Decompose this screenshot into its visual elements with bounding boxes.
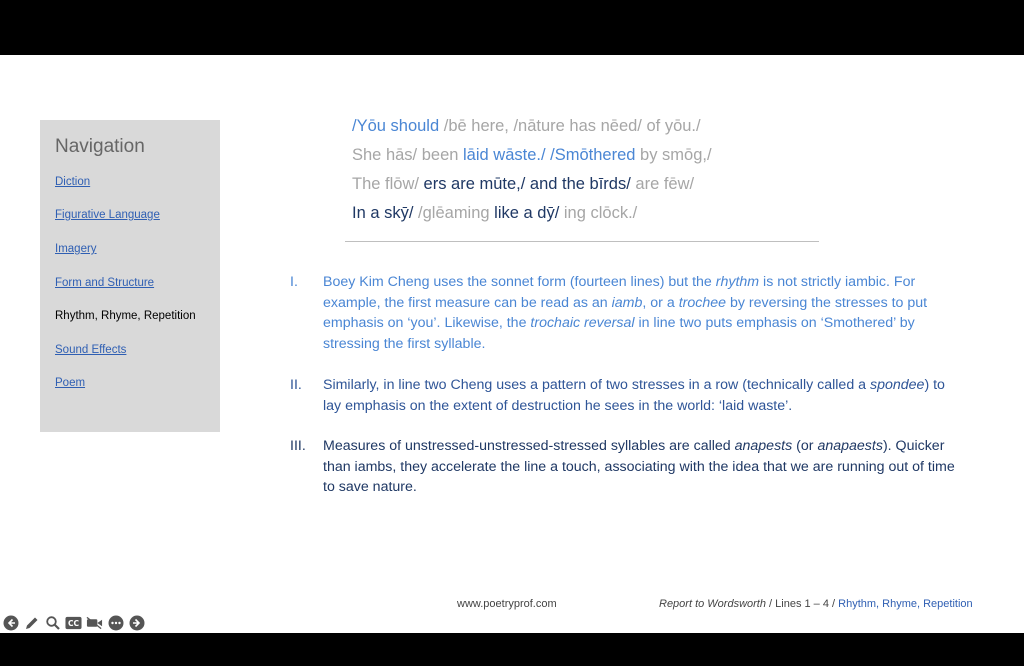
point-1-numeral: I. (290, 274, 298, 290)
slide (0, 55, 1024, 633)
closed-captions-icon[interactable] (65, 615, 82, 632)
term-trochee: trochee (678, 294, 727, 311)
point-2-text (323, 375, 963, 416)
point-1-text-part: by reversing the stresses to put emphasis on ‘you’. Likewise, the (323, 294, 928, 332)
footer-breadcrumb (659, 598, 973, 610)
footer-current-section: Rhythm, Rhyme, Repetition (838, 598, 973, 610)
zoom-icon[interactable] (44, 615, 61, 632)
term-anapests: anapests (734, 438, 793, 454)
poem-line-1-stressed: /Yōu should (352, 117, 440, 135)
navigation-title: Navigation (55, 136, 145, 157)
poem-line-1 (352, 117, 701, 136)
term-trochaic-reversal: trochaic reversal (530, 315, 635, 332)
presentation-toolbar (2, 613, 145, 633)
footer-site: www.poetryprof.com (457, 598, 557, 610)
svg-text:CC: CC (67, 619, 80, 629)
point-2-numeral: II. (290, 377, 302, 393)
nav-link-imagery[interactable]: Imagery (55, 243, 97, 255)
poem-line-1-rest: /bē here, /nāture has nēed/ of yōu./ (439, 117, 701, 135)
poem-line-4-part-2: /glēaming (413, 204, 495, 222)
back-arrow-icon[interactable] (2, 615, 19, 632)
point-3-text-part: ). Quicker than iambs, they accelerate the line a touch, associating with the idea that we are running out of time to save nature. (323, 438, 955, 496)
point-1-text-part: Boey Kim Cheng uses the sonnet form (fourteen lines) but the (323, 274, 716, 290)
point-1-text-part: in line two puts emphasis on ‘Smothered’ by stressing the first syllable. (323, 315, 915, 353)
poem-line-4-part-1: In a skȳ/ (352, 204, 414, 222)
poem-line-3-part-1: The flōw/ (352, 175, 424, 193)
poem-line-4-part-4: ing clōck./ (559, 204, 638, 222)
point-3-text-part: Measures of unstressed-unstressed-stressed syllables are called (323, 438, 735, 454)
point-3-text-part: (or (792, 438, 818, 454)
video-icon[interactable] (86, 615, 103, 632)
poem-line-2-laid-waste: lāid wāste./ (463, 146, 546, 164)
point-1-text (323, 272, 963, 355)
more-options-icon[interactable] (107, 615, 124, 632)
point-2-text-part: Similarly, in line two Cheng uses a pattern of two stresses in a row (technically called a (323, 377, 870, 393)
nav-link-sound-effects[interactable]: Sound Effects (55, 344, 127, 356)
divider (345, 241, 819, 242)
poem-line-4-part-3: like a dȳ/ (494, 204, 560, 222)
poem-line-2-slash: / (545, 146, 555, 164)
point-1-text-part: is not strictly iambic. For example, the first measure can be read as an (323, 274, 916, 311)
footer-separator: / Lines 1 – 4 / (765, 598, 839, 610)
nav-link-poem[interactable]: Poem (55, 377, 86, 389)
term-rhythm: rhythm (715, 274, 760, 290)
nav-link-figurative-language[interactable]: Figurative Language (55, 209, 160, 221)
point-3-numeral: III. (290, 438, 306, 454)
poem-line-2-smothered: Smōthered (554, 146, 636, 164)
point-3-text (323, 436, 963, 498)
poem-line-3-part-3: are fēw/ (630, 175, 695, 193)
pen-icon[interactable] (23, 615, 40, 632)
point-1-text-part: , or a (642, 294, 679, 311)
term-anapaests: anapaests (817, 438, 883, 454)
nav-link-diction[interactable]: Diction (55, 176, 91, 188)
poem-line-2-part-1: She hās/ been (352, 146, 464, 164)
term-spondee: spondee (870, 377, 925, 393)
poem-line-3 (352, 175, 694, 194)
poem-line-3-anapests: ers are mūte,/ and the bīrds/ (423, 175, 631, 193)
poem-line-2 (352, 146, 712, 165)
poem-line-4 (352, 204, 637, 223)
footer-work-title: Report to Wordsworth (659, 598, 766, 610)
nav-current-rhythm-rhyme-repetition: Rhythm, Rhyme, Repetition (55, 310, 196, 322)
nav-link-form-and-structure[interactable]: Form and Structure (55, 277, 155, 289)
navigation-panel (40, 120, 220, 432)
term-iamb: iamb (611, 294, 643, 311)
poem-line-2-part-5: by smōg,/ (635, 146, 712, 164)
point-2-text-part: ) to lay emphasis on the extent of destruction he sees in the world: ‘laid waste’. (323, 377, 945, 414)
forward-arrow-icon[interactable] (128, 615, 145, 632)
